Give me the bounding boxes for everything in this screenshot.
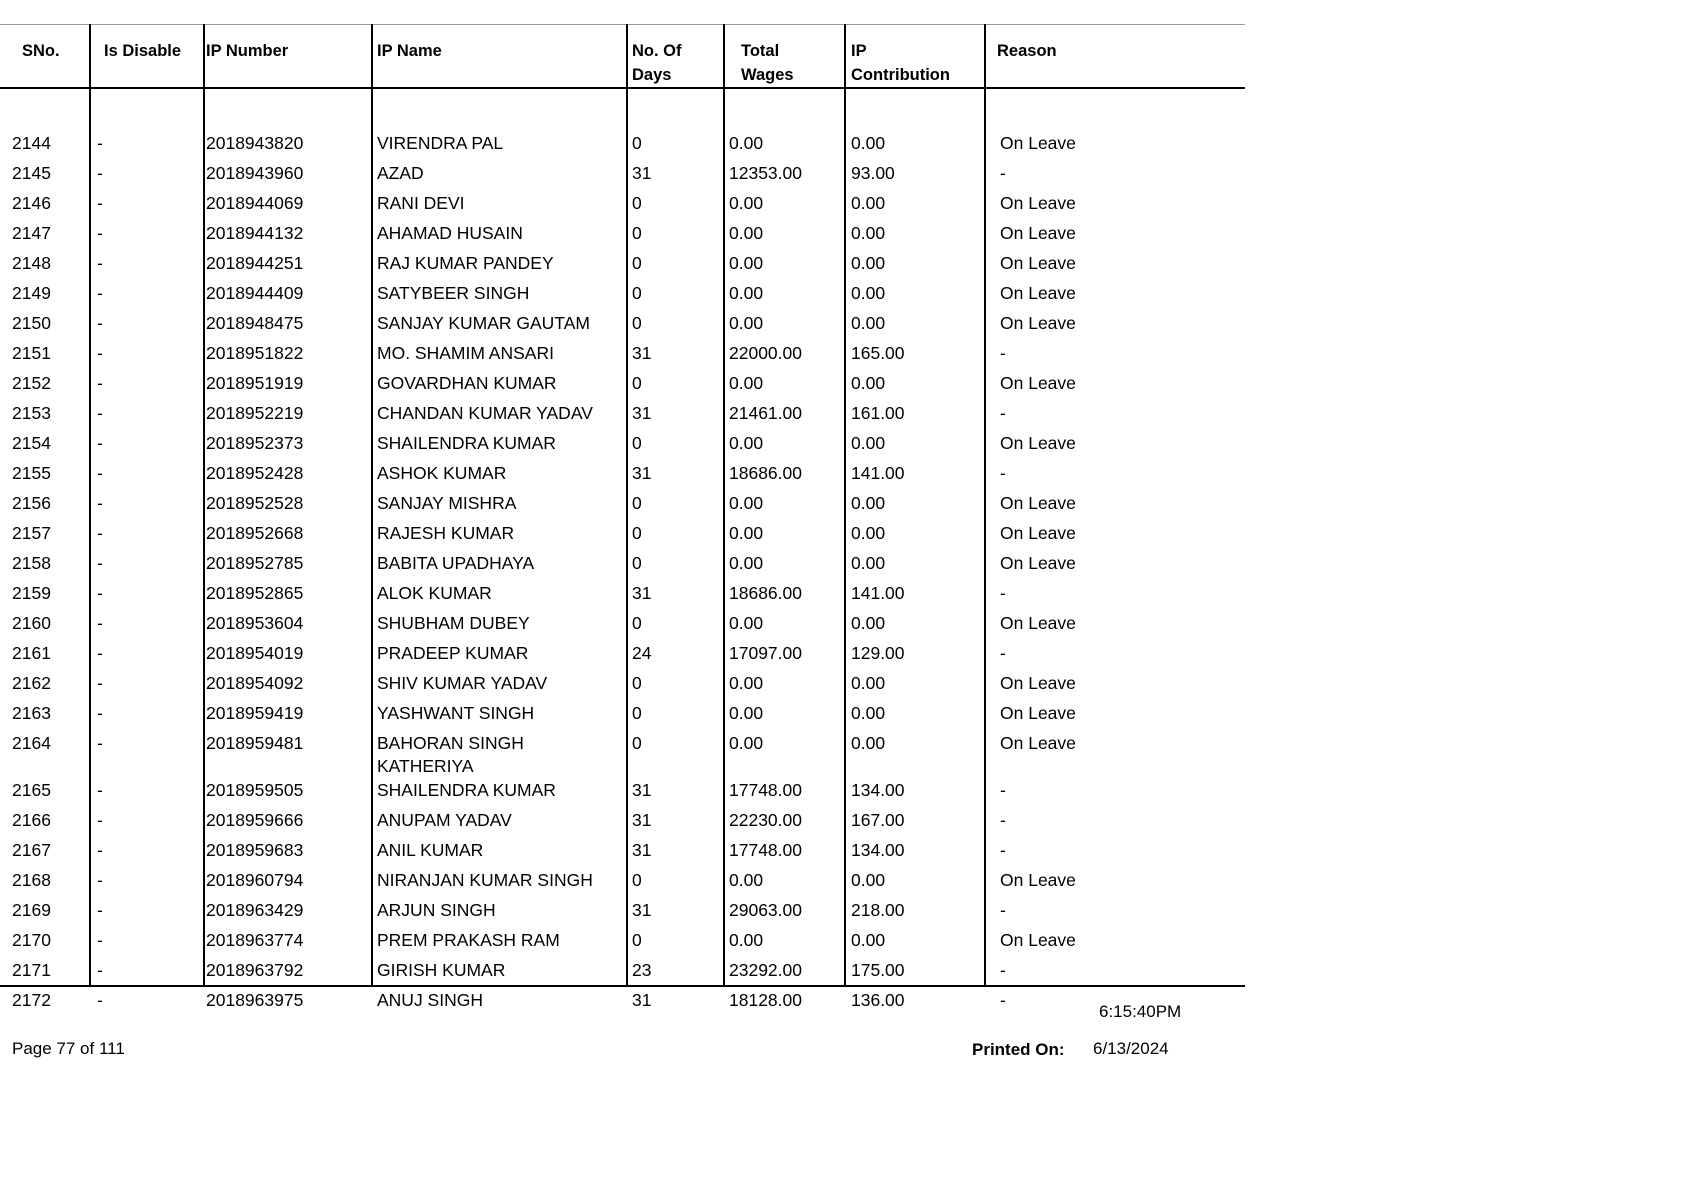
cell-ip-number: 2018944409 <box>206 283 304 303</box>
cell-total-wages: 23292.00 <box>729 960 802 980</box>
cell-ip-number: 2018963774 <box>206 930 304 950</box>
cell-ip-number: 2018963975 <box>206 990 304 1010</box>
cell-ip-number: 2018954019 <box>206 643 304 663</box>
cell-sno: 2155 <box>12 463 51 483</box>
cell-is-disable: - <box>97 433 103 453</box>
cell-no-of-days: 0 <box>632 223 642 243</box>
cell-ip-contribution: 0.00 <box>851 253 886 273</box>
cell-is-disable: - <box>97 840 103 860</box>
cell-sno: 2152 <box>12 373 51 393</box>
printed-on-label: Printed On: <box>972 1040 1065 1059</box>
cell-ip-name: ANUPAM YADAV <box>377 810 512 830</box>
cell-is-disable: - <box>97 223 103 243</box>
cell-sno: 2149 <box>12 283 51 303</box>
cell-ip-name: RANI DEVI <box>377 193 465 213</box>
column-divider <box>984 24 986 987</box>
cell-reason: On Leave <box>1000 283 1076 303</box>
cell-is-disable: - <box>97 733 103 753</box>
contribution-table <box>0 24 1245 1010</box>
cell-no-of-days: 31 <box>632 403 652 423</box>
cell-reason: On Leave <box>1000 313 1076 333</box>
cell-total-wages: 0.00 <box>729 313 764 333</box>
cell-total-wages: 22000.00 <box>729 343 802 363</box>
cell-ip-name: YASHWANT SINGH <box>377 703 535 723</box>
cell-no-of-days: 0 <box>632 703 642 723</box>
cell-total-wages: 0.00 <box>729 733 764 753</box>
cell-total-wages: 0.00 <box>729 613 764 633</box>
cell-no-of-days: 31 <box>632 463 652 483</box>
cell-ip-name: PRADEEP KUMAR <box>377 643 529 663</box>
cell-no-of-days: 0 <box>632 133 642 153</box>
table-header <box>0 24 1245 89</box>
cell-no-of-days: 24 <box>632 643 652 663</box>
cell-ip-name: ARJUN SINGH <box>377 900 496 920</box>
cell-is-disable: - <box>97 583 103 603</box>
cell-no-of-days: 0 <box>632 930 642 950</box>
cell-ip-name: GOVARDHAN KUMAR <box>377 373 557 393</box>
cell-is-disable: - <box>97 930 103 950</box>
cell-reason: - <box>1000 583 1006 603</box>
cell-reason: - <box>1000 780 1006 800</box>
cell-total-wages: 0.00 <box>729 493 764 513</box>
cell-sno: 2169 <box>12 900 51 920</box>
column-divider <box>723 24 725 987</box>
cell-ip-number: 2018959666 <box>206 810 304 830</box>
cell-is-disable: - <box>97 373 103 393</box>
column-divider <box>203 24 205 987</box>
cell-ip-name: ALOK KUMAR <box>377 583 492 603</box>
cell-no-of-days: 0 <box>632 523 642 543</box>
cell-sno: 2161 <box>12 643 51 663</box>
cell-ip-contribution: 0.00 <box>851 733 886 753</box>
cell-sno: 2171 <box>12 960 51 980</box>
cell-no-of-days: 31 <box>632 343 652 363</box>
cell-ip-contribution: 161.00 <box>851 403 905 423</box>
cell-no-of-days: 31 <box>632 780 652 800</box>
cell-is-disable: - <box>97 493 103 513</box>
cell-ip-name: SHUBHAM DUBEY <box>377 613 530 633</box>
cell-ip-contribution: 218.00 <box>851 900 905 920</box>
cell-ip-number: 2018951919 <box>206 373 304 393</box>
page-number: Page 77 of 111 <box>12 1039 125 1058</box>
cell-total-wages: 17748.00 <box>729 840 802 860</box>
cell-reason: On Leave <box>1000 553 1076 573</box>
header-no-of-days-line1: No. Of <box>632 42 682 60</box>
cell-ip-contribution: 0.00 <box>851 553 886 573</box>
cell-ip-name: SANJAY MISHRA <box>377 493 517 513</box>
cell-total-wages: 17097.00 <box>729 643 802 663</box>
cell-ip-number: 2018952428 <box>206 463 304 483</box>
cell-sno: 2150 <box>12 313 51 333</box>
cell-ip-contribution: 141.00 <box>851 463 905 483</box>
cell-sno: 2144 <box>12 133 51 153</box>
cell-ip-name: BABITA UPADHAYA <box>377 553 535 573</box>
cell-ip-contribution: 0.00 <box>851 703 886 723</box>
cell-total-wages: 0.00 <box>729 133 764 153</box>
cell-reason: On Leave <box>1000 870 1076 890</box>
cell-is-disable: - <box>97 780 103 800</box>
cell-ip-number: 2018959683 <box>206 840 304 860</box>
cell-reason: On Leave <box>1000 673 1076 693</box>
cell-ip-number: 2018963792 <box>206 960 304 980</box>
header-ip-number: IP Number <box>206 42 289 60</box>
cell-total-wages: 0.00 <box>729 703 764 723</box>
cell-ip-name: CHANDAN KUMAR YADAV <box>377 403 593 423</box>
cell-reason: On Leave <box>1000 253 1076 273</box>
header-no-of-days <box>632 39 682 87</box>
cell-reason: On Leave <box>1000 930 1076 950</box>
cell-sno: 2160 <box>12 613 51 633</box>
cell-is-disable: - <box>97 463 103 483</box>
cell-reason: - <box>1000 343 1006 363</box>
cell-reason: - <box>1000 990 1006 1010</box>
cell-sno: 2165 <box>12 780 51 800</box>
cell-no-of-days: 23 <box>632 960 652 980</box>
cell-is-disable: - <box>97 990 103 1010</box>
header-no-of-days-line2: Days <box>632 66 672 84</box>
cell-total-wages: 21461.00 <box>729 403 802 423</box>
column-divider <box>89 24 91 987</box>
cell-ip-number: 2018960794 <box>206 870 304 890</box>
header-is-disable: Is Disable <box>104 42 182 60</box>
cell-no-of-days: 31 <box>632 840 652 860</box>
cell-is-disable: - <box>97 523 103 543</box>
column-divider <box>371 24 373 987</box>
cell-is-disable: - <box>97 313 103 333</box>
header-ip-contribution <box>851 39 950 87</box>
cell-ip-number: 2018951822 <box>206 343 304 363</box>
cell-is-disable: - <box>97 163 103 183</box>
cell-total-wages: 0.00 <box>729 253 764 273</box>
cell-ip-contribution: 0.00 <box>851 673 886 693</box>
cell-ip-name: ANIL KUMAR <box>377 840 484 860</box>
cell-total-wages: 0.00 <box>729 930 764 950</box>
header-total-wages-line1: Total <box>741 42 780 60</box>
cell-ip-number: 2018944132 <box>206 223 304 243</box>
cell-no-of-days: 0 <box>632 283 642 303</box>
cell-total-wages: 0.00 <box>729 193 764 213</box>
cell-reason: On Leave <box>1000 133 1076 153</box>
cell-ip-number: 2018953604 <box>206 613 304 633</box>
cell-no-of-days: 31 <box>632 583 652 603</box>
cell-ip-number: 2018948475 <box>206 313 304 333</box>
cell-total-wages: 0.00 <box>729 433 764 453</box>
cell-ip-contribution: 0.00 <box>851 313 886 333</box>
cell-ip-contribution: 134.00 <box>851 840 905 860</box>
cell-total-wages: 0.00 <box>729 673 764 693</box>
cell-total-wages: 0.00 <box>729 223 764 243</box>
cell-ip-number: 2018944069 <box>206 193 304 213</box>
cell-ip-number: 2018952668 <box>206 523 304 543</box>
cell-total-wages: 0.00 <box>729 373 764 393</box>
cell-is-disable: - <box>97 960 103 980</box>
cell-is-disable: - <box>97 133 103 153</box>
cell-no-of-days: 0 <box>632 193 642 213</box>
cell-reason: On Leave <box>1000 613 1076 633</box>
cell-no-of-days: 0 <box>632 613 642 633</box>
cell-ip-number: 2018952785 <box>206 553 304 573</box>
cell-sno: 2156 <box>12 493 51 513</box>
cell-ip-name: RAJESH KUMAR <box>377 523 515 543</box>
cell-is-disable: - <box>97 253 103 273</box>
cell-sno: 2147 <box>12 223 51 243</box>
cell-ip-name: RAJ KUMAR PANDEY <box>377 253 554 273</box>
print-time: 6:15:40PM <box>1099 1002 1182 1021</box>
cell-total-wages: 17748.00 <box>729 780 802 800</box>
cell-ip-number: 2018952373 <box>206 433 304 453</box>
cell-ip-name: AHAMAD HUSAIN <box>377 223 523 243</box>
cell-sno: 2151 <box>12 343 51 363</box>
cell-ip-contribution: 141.00 <box>851 583 905 603</box>
cell-total-wages: 29063.00 <box>729 900 802 920</box>
cell-no-of-days: 0 <box>632 870 642 890</box>
header-ip-contribution-line2: Contribution <box>851 66 950 84</box>
cell-ip-contribution: 93.00 <box>851 163 895 183</box>
header-sno: SNo. <box>22 42 60 60</box>
table-bottom-rule <box>0 985 1245 987</box>
cell-ip-name: SATYBEER SINGH <box>377 283 530 303</box>
cell-ip-contribution: 0.00 <box>851 283 886 303</box>
cell-no-of-days: 31 <box>632 810 652 830</box>
cell-ip-name: SHAILENDRA KUMAR <box>377 433 556 453</box>
cell-is-disable: - <box>97 703 103 723</box>
cell-ip-name: PREM PRAKASH RAM <box>377 930 560 950</box>
cell-sno: 2168 <box>12 870 51 890</box>
cell-reason: On Leave <box>1000 193 1076 213</box>
cell-ip-contribution: 0.00 <box>851 870 886 890</box>
cell-no-of-days: 0 <box>632 733 642 753</box>
cell-no-of-days: 0 <box>632 373 642 393</box>
cell-ip-name: MO. SHAMIM ANSARI <box>377 343 554 363</box>
cell-is-disable: - <box>97 403 103 423</box>
cell-total-wages: 18128.00 <box>729 990 802 1010</box>
cell-total-wages: 18686.00 <box>729 463 802 483</box>
cell-ip-contribution: 0.00 <box>851 193 886 213</box>
cell-sno: 2163 <box>12 703 51 723</box>
cell-is-disable: - <box>97 870 103 890</box>
cell-reason: - <box>1000 463 1006 483</box>
cell-is-disable: - <box>97 673 103 693</box>
cell-ip-number: 2018943820 <box>206 133 304 153</box>
header-total-wages-line2: Wages <box>741 66 794 84</box>
cell-ip-number: 2018952865 <box>206 583 304 603</box>
cell-total-wages: 0.00 <box>729 553 764 573</box>
cell-ip-number: 2018954092 <box>206 673 304 693</box>
cell-ip-name: BAHORAN SINGH KATHERIYA <box>377 733 524 776</box>
cell-ip-name: AZAD <box>377 163 424 183</box>
cell-sno: 2153 <box>12 403 51 423</box>
cell-sno: 2170 <box>12 930 51 950</box>
cell-reason: - <box>1000 163 1006 183</box>
cell-ip-contribution: 0.00 <box>851 613 886 633</box>
table-body <box>0 88 1245 1008</box>
cell-sno: 2154 <box>12 433 51 453</box>
cell-ip-name: SANJAY KUMAR GAUTAM <box>377 313 590 333</box>
header-reason: Reason <box>997 42 1057 60</box>
cell-ip-number: 2018959505 <box>206 780 304 800</box>
cell-ip-contribution: 0.00 <box>851 223 886 243</box>
cell-is-disable: - <box>97 613 103 633</box>
cell-ip-contribution: 136.00 <box>851 990 905 1010</box>
cell-reason: - <box>1000 900 1006 920</box>
cell-ip-number: 2018944251 <box>206 253 304 273</box>
cell-ip-name: SHIV KUMAR YADAV <box>377 673 548 693</box>
cell-ip-name: ANUJ SINGH <box>377 990 483 1010</box>
cell-total-wages: 0.00 <box>729 283 764 303</box>
cell-no-of-days: 31 <box>632 990 652 1010</box>
cell-ip-number: 2018963429 <box>206 900 304 920</box>
cell-is-disable: - <box>97 810 103 830</box>
cell-ip-name: NIRANJAN KUMAR SINGH <box>377 870 593 890</box>
cell-sno: 2148 <box>12 253 51 273</box>
cell-is-disable: - <box>97 193 103 213</box>
cell-ip-contribution: 175.00 <box>851 960 905 980</box>
cell-reason: On Leave <box>1000 523 1076 543</box>
cell-is-disable: - <box>97 643 103 663</box>
cell-reason: - <box>1000 643 1006 663</box>
cell-ip-name: SHAILENDRA KUMAR <box>377 780 556 800</box>
printed-on-date: 6/13/2024 <box>1093 1039 1169 1058</box>
cell-sno: 2157 <box>12 523 51 543</box>
cell-no-of-days: 0 <box>632 553 642 573</box>
cell-ip-number: 2018959419 <box>206 703 304 723</box>
cell-sno: 2172 <box>12 990 51 1010</box>
cell-reason: On Leave <box>1000 703 1076 723</box>
cell-reason: On Leave <box>1000 223 1076 243</box>
cell-reason: - <box>1000 403 1006 423</box>
cell-no-of-days: 0 <box>632 493 642 513</box>
cell-reason: On Leave <box>1000 433 1076 453</box>
cell-no-of-days: 0 <box>632 313 642 333</box>
cell-no-of-days: 31 <box>632 163 652 183</box>
cell-reason: On Leave <box>1000 733 1076 753</box>
cell-sno: 2167 <box>12 840 51 860</box>
cell-sno: 2166 <box>12 810 51 830</box>
cell-total-wages: 18686.00 <box>729 583 802 603</box>
cell-sno: 2159 <box>12 583 51 603</box>
cell-sno: 2162 <box>12 673 51 693</box>
cell-total-wages: 12353.00 <box>729 163 802 183</box>
cell-ip-contribution: 0.00 <box>851 930 886 950</box>
header-ip-name: IP Name <box>377 42 442 60</box>
cell-ip-name: GIRISH KUMAR <box>377 960 506 980</box>
cell-total-wages: 22230.00 <box>729 810 802 830</box>
cell-ip-contribution: 134.00 <box>851 780 905 800</box>
cell-no-of-days: 0 <box>632 673 642 693</box>
cell-ip-contribution: 0.00 <box>851 373 886 393</box>
cell-ip-number: 2018952528 <box>206 493 304 513</box>
header-ip-contribution-line1: IP <box>851 42 867 60</box>
header-total-wages <box>741 39 794 87</box>
cell-ip-name: VIRENDRA PAL <box>377 133 504 153</box>
cell-is-disable: - <box>97 553 103 573</box>
cell-total-wages: 0.00 <box>729 870 764 890</box>
cell-no-of-days: 0 <box>632 433 642 453</box>
cell-sno: 2164 <box>12 733 51 753</box>
cell-no-of-days: 0 <box>632 253 642 273</box>
column-divider <box>844 24 846 987</box>
cell-is-disable: - <box>97 343 103 363</box>
cell-ip-contribution: 0.00 <box>851 133 886 153</box>
cell-no-of-days: 31 <box>632 900 652 920</box>
column-divider <box>626 24 628 987</box>
cell-ip-contribution: 0.00 <box>851 493 886 513</box>
cell-ip-contribution: 165.00 <box>851 343 905 363</box>
cell-ip-name: ASHOK KUMAR <box>377 463 507 483</box>
cell-sno: 2158 <box>12 553 51 573</box>
cell-ip-number: 2018943960 <box>206 163 304 183</box>
cell-ip-number: 2018959481 <box>206 733 304 753</box>
cell-reason: On Leave <box>1000 493 1076 513</box>
cell-ip-contribution: 129.00 <box>851 643 905 663</box>
cell-reason: On Leave <box>1000 373 1076 393</box>
cell-sno: 2146 <box>12 193 51 213</box>
cell-ip-contribution: 0.00 <box>851 433 886 453</box>
cell-is-disable: - <box>97 283 103 303</box>
cell-sno: 2145 <box>12 163 51 183</box>
cell-reason: - <box>1000 960 1006 980</box>
cell-ip-number: 2018952219 <box>206 403 304 423</box>
cell-is-disable: - <box>97 900 103 920</box>
cell-total-wages: 0.00 <box>729 523 764 543</box>
cell-ip-contribution: 0.00 <box>851 523 886 543</box>
cell-reason: - <box>1000 840 1006 860</box>
cell-ip-contribution: 167.00 <box>851 810 905 830</box>
cell-reason: - <box>1000 810 1006 830</box>
